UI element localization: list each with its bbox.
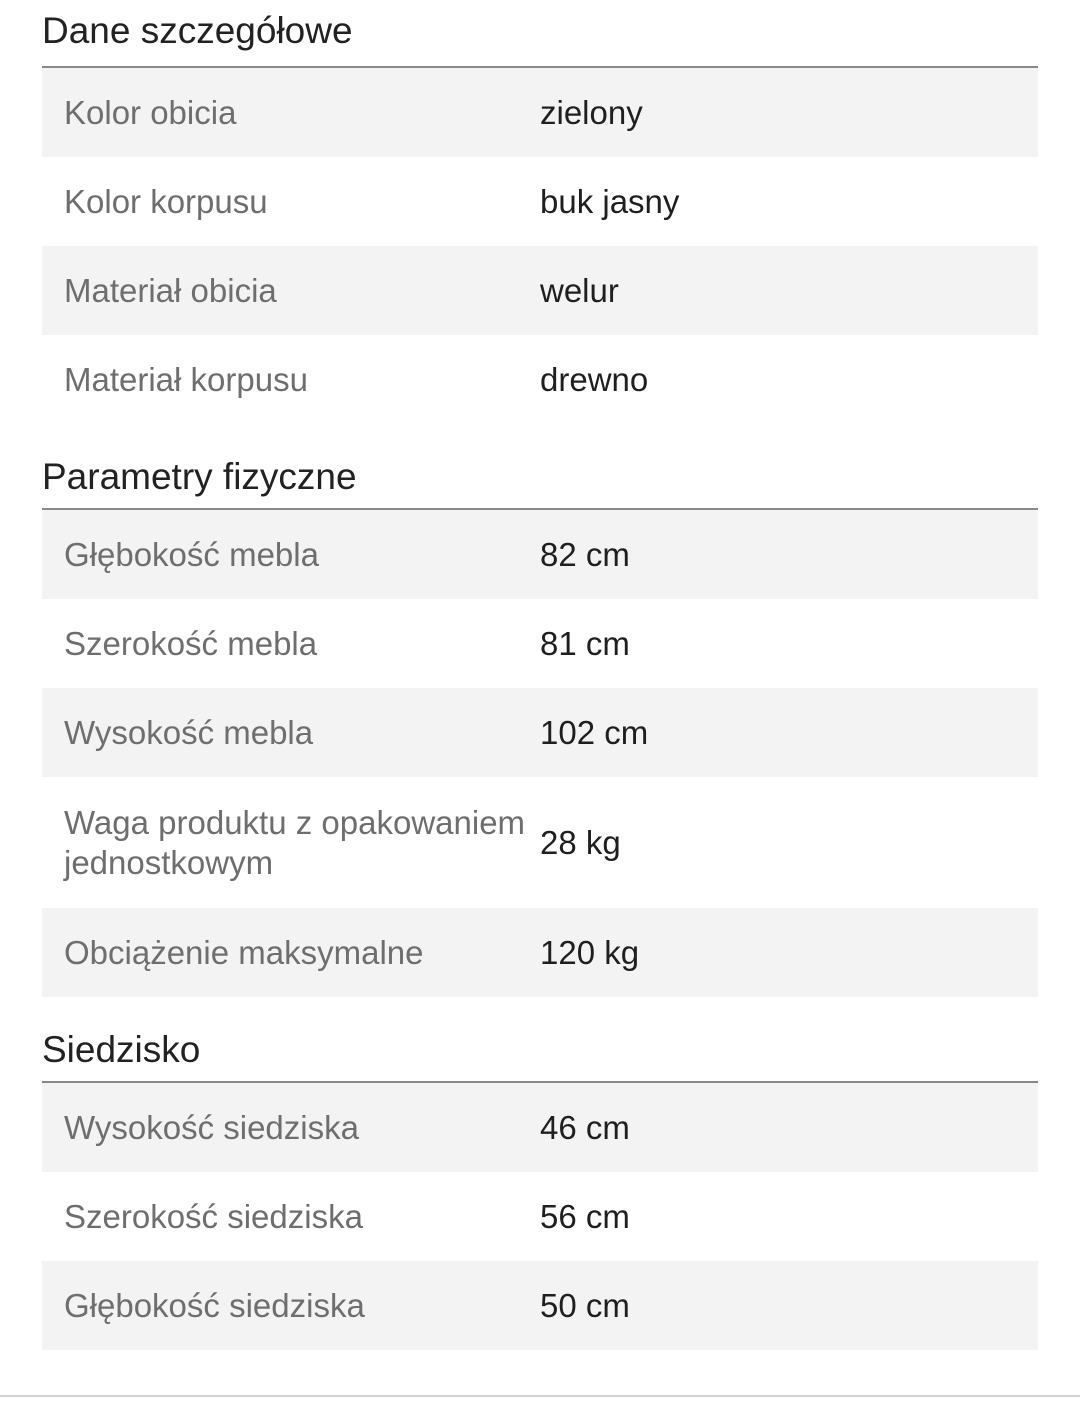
spec-row — [42, 510, 1038, 599]
spec-row — [42, 688, 1038, 777]
spec-row — [42, 1083, 1038, 1172]
spec-value: 56 cm — [540, 1197, 630, 1235]
spec-row — [42, 908, 1038, 997]
spec-label: Materiał korpusu — [64, 360, 308, 398]
section-title: Siedzisko — [42, 1017, 1038, 1083]
spec-row — [42, 1172, 1038, 1261]
spec-label: Materiał obicia — [64, 271, 277, 309]
spec-value: 102 cm — [540, 713, 649, 751]
spec-row — [42, 157, 1038, 246]
spec-label: Szerokość mebla — [64, 624, 318, 662]
spec-label: Szerokość siedziska — [64, 1197, 363, 1235]
spec-label: Wysokość mebla — [64, 713, 314, 751]
product-specifications — [42, 0, 1038, 1350]
spec-value: drewno — [540, 360, 649, 398]
spec-value: 82 cm — [540, 535, 630, 573]
spec-row — [42, 599, 1038, 688]
spec-value: zielony — [540, 93, 643, 131]
spec-label: Kolor obicia — [64, 93, 237, 131]
spec-row — [42, 246, 1038, 335]
section-title: Dane szczegółowe — [42, 0, 1038, 68]
spec-row — [42, 335, 1038, 424]
spec-value: 120 kg — [540, 933, 640, 971]
section-title: Parametry fizyczne — [42, 444, 1038, 510]
spec-row — [42, 68, 1038, 157]
spec-label: Głębokość mebla — [64, 535, 319, 573]
spec-value: 46 cm — [540, 1108, 630, 1146]
spec-label: Obciążenie maksymalne — [64, 933, 424, 971]
spec-label: Wysokość siedziska — [64, 1108, 359, 1146]
section-seat — [42, 1017, 1038, 1350]
spec-value: welur — [540, 271, 619, 309]
spec-value: 50 cm — [540, 1286, 630, 1324]
spec-label: Kolor korpusu — [64, 182, 268, 220]
spec-label: Waga produktu z opakowaniem jednostkowym — [64, 803, 526, 881]
bottom-divider — [0, 1395, 1080, 1397]
spec-value: 81 cm — [540, 624, 630, 662]
section-details — [42, 0, 1038, 424]
section-physical-parameters — [42, 444, 1038, 997]
spec-value: 28 kg — [540, 823, 621, 861]
spec-row — [42, 777, 1038, 908]
spec-label: Głębokość siedziska — [64, 1286, 365, 1324]
spec-value: buk jasny — [540, 182, 680, 220]
spec-row — [42, 1261, 1038, 1350]
